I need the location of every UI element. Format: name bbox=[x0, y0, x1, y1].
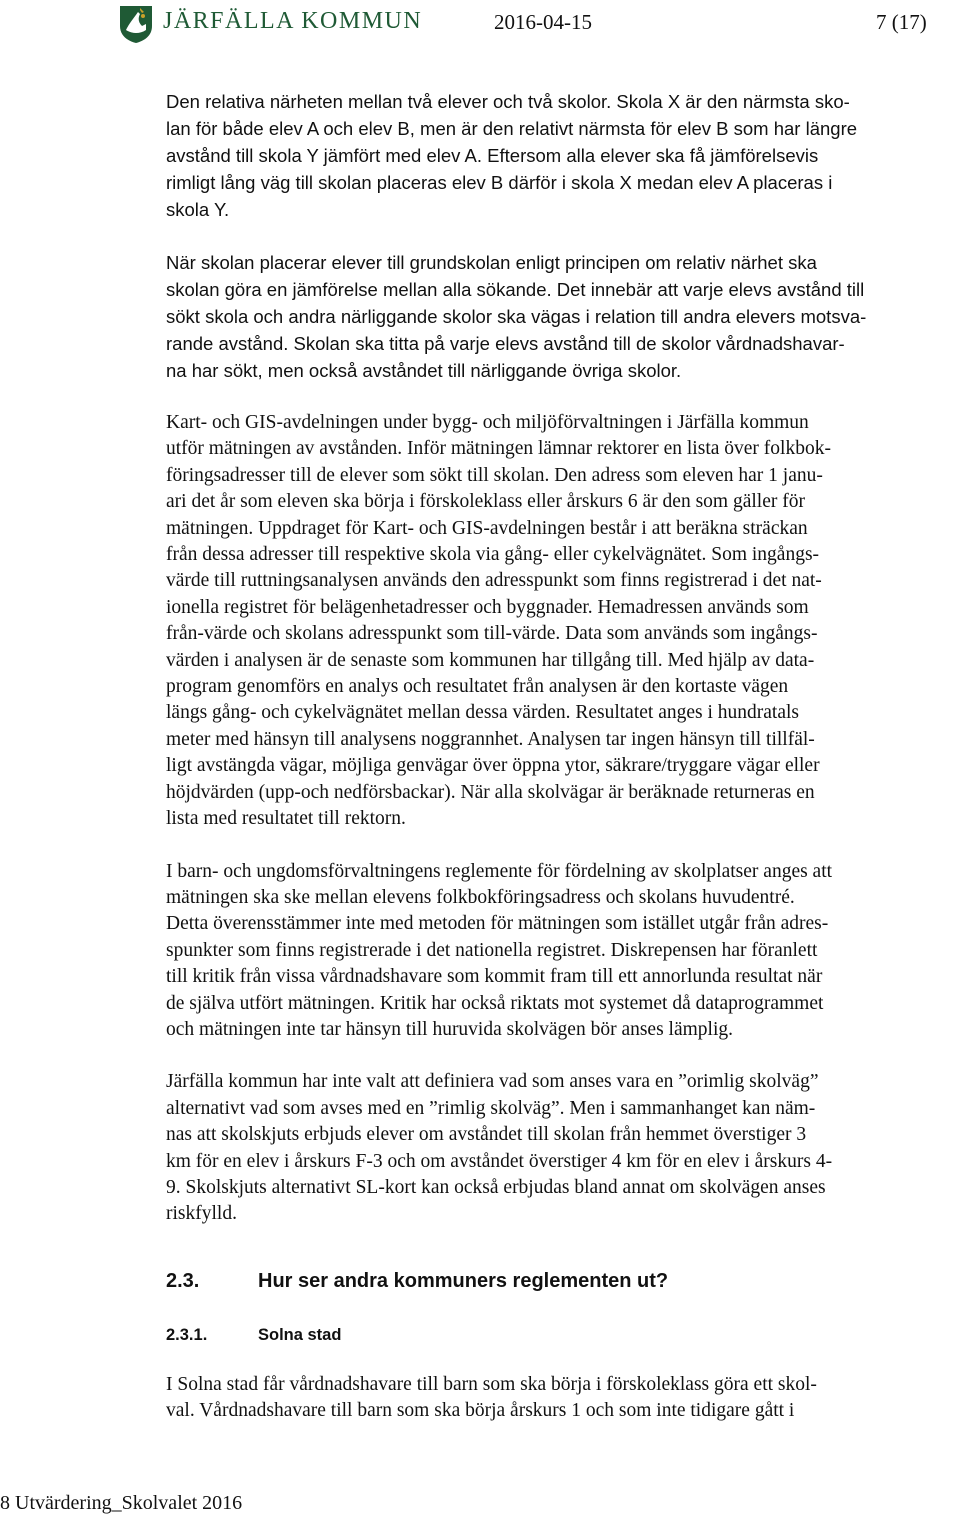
section-number: 2.3. bbox=[166, 1269, 200, 1292]
text-line: från dessa adresser till respektive skola via gång- eller cykelvägnätet. Som ingångs- bbox=[166, 544, 820, 566]
text-line: utför mätningen av avstånden. Inför mätningen lämnar rektorer en lista över folkbok- bbox=[166, 438, 831, 460]
document-date: 2016-04-15 bbox=[494, 10, 592, 34]
text-line: I Solna stad får vårdnadshavare till barn som ska börja i förskoleklass göra ett skol- bbox=[166, 1373, 817, 1395]
text-line: Järfälla kommun har inte valt att definiera vad som anses vara en ”orimlig skolväg” bbox=[166, 1071, 819, 1093]
text-line: till kritik från vissa vårdnadshavare som kommit fram till ett annorlunda resultat när bbox=[166, 966, 823, 988]
text-line: meter med hänsyn till analysens noggrannhet. Analysen tar ingen hänsyn till tillfäl- bbox=[166, 728, 815, 750]
page-header bbox=[0, 0, 960, 52]
municipal-crest-icon bbox=[118, 4, 154, 44]
text-line: mätningen. Uppdraget för Kart- och GIS-avdelningen består i att beräkna sträckan bbox=[166, 517, 808, 539]
text-line: nas att skolskjuts erbjuds elever om avståndet till skolan från hemmet överstiger 3 bbox=[166, 1124, 807, 1146]
text-line: ligt avstängda vägar, möjliga genvägar över öppna ytor, säkrare/tryggare vägar eller bbox=[166, 755, 820, 777]
text-line: program genomförs en analys och resultatet från analysen är den kortaste vägen bbox=[166, 676, 789, 698]
subsection-title: Solna stad bbox=[258, 1325, 342, 1344]
text-line: mätningen ska ske mellan elevens folkbokföringsadress och skolans huvudentré. bbox=[166, 886, 795, 908]
text-line: rande avstånd. Skolan ska titta på varje elevs avstånd till de skolor vårdnadshavar- bbox=[166, 333, 845, 354]
text-line: skola Y. bbox=[166, 199, 230, 220]
text-line: de själva utfört mätningen. Kritik har också riktats mot systemet då dataprogrammet bbox=[166, 992, 824, 1014]
text-line: från-värde och skolans adresspunkt som till-värde. Data som används som ingångs- bbox=[166, 623, 818, 645]
org-name: JÄRFÄLLA KOMMUN bbox=[163, 8, 423, 34]
section-heading bbox=[166, 1270, 956, 1298]
text-line: ionella registret för belägenhetadresser och byggnader. Hemadressen används som bbox=[166, 596, 809, 618]
text-line: Kart- och GIS-avdelningen under bygg- och miljöförvaltningen i Järfälla kommun bbox=[166, 412, 809, 433]
text-line: riskfylld. bbox=[166, 1203, 237, 1225]
text-line: rimligt lång väg till skolan placeras elev B därför i skola X medan elev A placeras i bbox=[166, 172, 833, 193]
text-line: och mätningen inte tar hänsyn till huruvida skolvägen bör anses lämplig. bbox=[166, 1018, 734, 1040]
paragraph-placement-principle bbox=[166, 249, 956, 384]
document-body bbox=[166, 88, 956, 1451]
subsection-number: 2.3.1. bbox=[166, 1325, 208, 1344]
text-line: höjdvärden (upp-och nedförsbackar). När alla skolvägar är beräknade returneras en bbox=[166, 781, 815, 803]
text-line: föringsadresser till de elever som sökt till skolan. Den adress som eleven har 1 janu- bbox=[166, 464, 823, 486]
text-line: avstånd till skola Y jämfört med elev A. Eftersom alla elever ska få jämförelsevis bbox=[166, 145, 819, 166]
text-line: alternativt vad som avses med en ”rimlig skolväg”. Men i sammanhanget kan näm- bbox=[166, 1097, 816, 1119]
paragraph-solna bbox=[166, 1372, 956, 1425]
paragraph-school-transport bbox=[166, 1069, 956, 1227]
text-line: 9. Skolskjuts alternativt SL-kort kan också erbjudas bland annat om skolvägen anses bbox=[166, 1176, 826, 1198]
page-footer: 8 Utvärdering_Skolvalet 2016 bbox=[0, 1492, 243, 1514]
paragraph-measurement-method bbox=[166, 410, 956, 833]
paragraph-relative-proximity bbox=[166, 88, 956, 223]
section-title: Hur ser andra kommuners reglementen ut? bbox=[258, 1269, 669, 1292]
page-number: 7 (17) bbox=[876, 10, 927, 34]
text-line: Detta överensstämmer inte med metoden för mätningen som istället utgår från adres- bbox=[166, 913, 829, 935]
text-line: ari det år som eleven ska börja i förskoleklass eller årskurs 6 är den som gäller för bbox=[166, 491, 805, 513]
text-line: I barn- och ungdomsförvaltningens reglemente för fördelning av skolplatser anges att bbox=[166, 860, 833, 882]
text-line: värde till ruttningsanalysen används den adresspunkt som finns registrerad i det nat- bbox=[166, 570, 822, 592]
text-line: val. Vårdnadshavare till barn som ska börja årskurs 1 och som inte tidigare gått i bbox=[166, 1400, 795, 1422]
text-line: lista med resultatet till rektorn. bbox=[166, 808, 406, 830]
text-line: na har sökt, men också avståndet till närliggande övriga skolor. bbox=[166, 360, 682, 381]
text-line: längs gång- och cykelvägnätet mellan dessa värden. Resultatet anges i hundratals bbox=[166, 702, 799, 724]
paragraph-regulation-discrepancy bbox=[166, 859, 956, 1044]
text-line: lan för både elev A och elev B, men är den relativt närmsta för elev B som har längre bbox=[166, 118, 858, 139]
text-line: När skolan placerar elever till grundskolan enligt principen om relativ närhet ska bbox=[166, 252, 817, 273]
text-line: Den relativa närheten mellan två elever och två skolor. Skola X är den närmsta sko- bbox=[166, 91, 850, 112]
text-line: km för en elev i årskurs F-3 och om avståndet överstiger 4 km för en elev i årskurs 4- bbox=[166, 1150, 833, 1172]
subsection-heading bbox=[166, 1326, 956, 1350]
text-line: sökt skola och andra närliggande skolor ska vägas i relation till andra elevers motsva- bbox=[166, 306, 867, 327]
text-line: värden i analysen är de senaste som kommunen har tillgång till. Med hjälp av data- bbox=[166, 649, 815, 671]
text-line: skolan göra en jämförelse mellan alla sökande. Det innebär att varje elevs avstånd till bbox=[166, 279, 865, 300]
text-line: spunkter som finns registrerade i det nationella registret. Diskrepensen har föranlett bbox=[166, 939, 818, 961]
